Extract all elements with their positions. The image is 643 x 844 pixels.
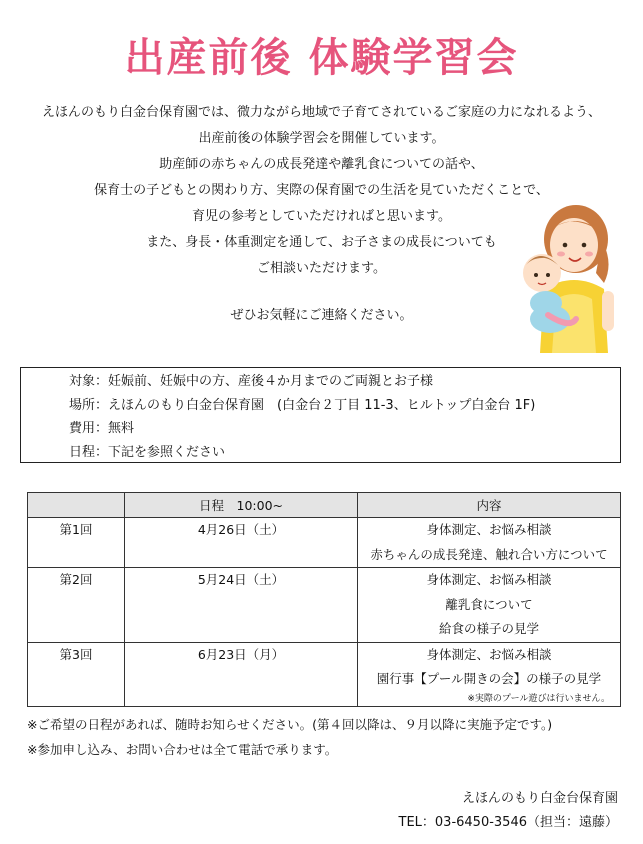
intro-line: 助産師の赤ちゃんの成長発達や離乳食についての話や、 (159, 157, 484, 172)
header-round (28, 493, 125, 518)
footnote-schedule: ※ご希望の日程があれば、随時お知らせください。(第４回以降は、９月以降に実施予定です。) (27, 717, 553, 732)
intro-line: また、身長・体重測定を通して、お子さまの成長についても (146, 235, 497, 250)
mother-baby-illustration (518, 203, 618, 355)
event-info-box (20, 367, 621, 463)
phone-contact: TEL：03-6450-3546（担当：遠藤） (398, 815, 618, 830)
date-cell: 4月26日（土） (125, 518, 358, 568)
date-cell: 5月24日（土） (125, 568, 358, 643)
organization-name: えほんのもり白金台保育園 (461, 791, 618, 806)
date-cell: 6月23日（月） (125, 642, 358, 706)
round-cell: 第3回 (28, 642, 125, 706)
intro-line: 出産前後の体験学習会を開催しています。 (198, 131, 445, 146)
intro-line: えほんのもり白金台保育園では、微力ながら地域で子育てされているご家庭の力になれるよう、 (41, 105, 601, 120)
round-cell: 第2回 (28, 568, 125, 643)
intro-line: ご相談いただけます。 (257, 261, 386, 276)
content-cell: 身体測定、お悩み相談 赤ちゃんの成長発達、触れ合い方について (358, 518, 621, 568)
page-title: 出産前後 体験学習会 (124, 35, 519, 81)
table-row (28, 518, 621, 568)
info-location: 場所：えほんのもり白金台保育園 (白金台２丁目 11-3、ヒルトップ白金台 1F) (69, 397, 536, 413)
footnote-contact: ※参加申し込み、お問い合わせは全て電話で承ります。 (27, 742, 338, 757)
header-date: 日程 10:00~ (125, 493, 358, 518)
table-row (28, 642, 621, 706)
content-cell: 身体測定、お悩み相談 離乳食について 給食の様子の見学 (358, 568, 621, 643)
table-row (28, 568, 621, 643)
info-schedule: 日程：下記を参照ください (69, 444, 226, 460)
round-cell: 第1回 (28, 518, 125, 568)
intro-invitation: ぜひお気軽にご連絡ください。 (230, 308, 413, 323)
pool-note: ※実際のプール遊びは行いません。 (467, 693, 610, 704)
content-cell: 身体測定、お悩み相談 園行事【プール開きの会】の様子の見学 ※実際のプール遊びは行いません。 (358, 642, 621, 706)
info-target: 対象：妊娠前、妊娠中の方、産後４か月までのご両親とお子様 (69, 374, 434, 389)
schedule-table (27, 492, 621, 707)
intro-line: 育児の参考としていただければと思います。 (192, 209, 451, 224)
table-header-row (28, 493, 621, 518)
intro-line: 保育士の子どもとの関わり方、実際の保育園での生活を見ていただくことで、 (94, 183, 549, 198)
header-content: 内容 (358, 493, 621, 518)
info-fee: 費用：無料 (69, 421, 135, 436)
